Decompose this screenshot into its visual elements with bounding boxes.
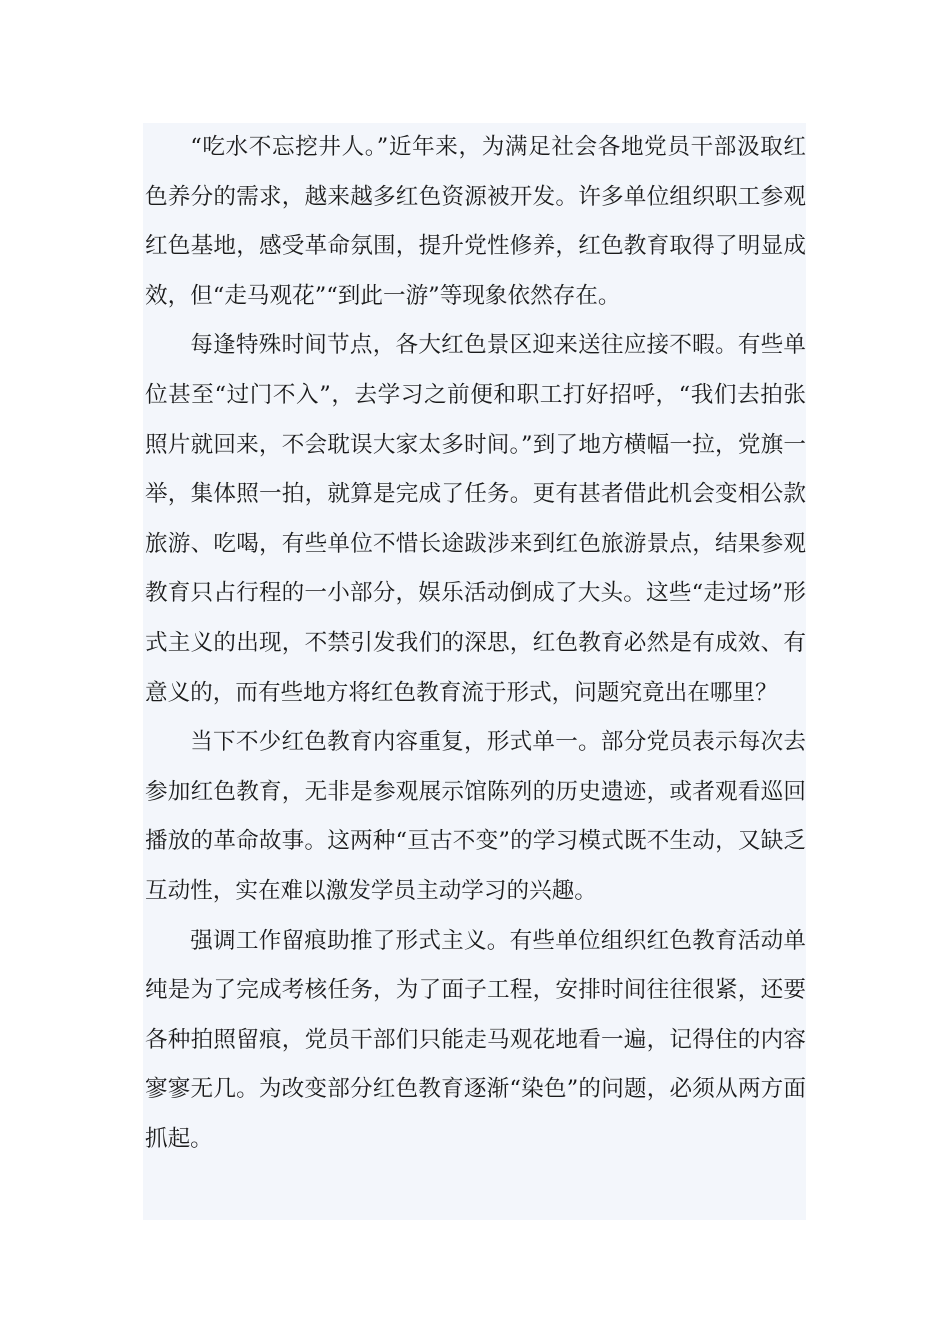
paragraph-4: 强调工作留痕助推了形式主义。有些单位组织红色教育活动单纯是为了完成考核任务，为了面子工程，安排时间往往很紧，还要各种拍照留痕，党员干部们只能走马观花地看一遍，记得住的内容寥寥无几。为改变部分红色教育逐渐“染色”的问题，必须从两方面抓起。 — [145, 927, 806, 1152]
article-body — [143, 123, 806, 1220]
paragraph-2: 每逢特殊时间节点，各大红色景区迎来送往应接不暇。有些单位甚至“过门不入”，去学习之前便和职工打好招呼，“我们去拍张照片就回来，不会耽误大家太多时间。”到了地方横幅一拉，党旗一举，集体照一拍，就算是完成了任务。更有甚者借此机会变相公款旅游、吃喝，有些单位不惜长途跋涉来到红色旅游景点，结果参观教育只占行程的一小部分，娱乐活动倒成了大头。这些“走过场”形式主义的出现，不禁引发我们的深思，红色教育必然是有成效、有意义的，而有些地方将红色教育流于形式，问题究竟出在哪里？ — [145, 332, 806, 706]
paragraph-3: 当下不少红色教育内容重复，形式单一。部分党员表示每次去参加红色教育，无非是参观展示馆陈列的历史遗迹，或者观看巡回播放的革命故事。这两种“亘古不变”的学习模式既不生动，又缺乏互动性，实在难以激发学员主动学习的兴趣。 — [145, 729, 806, 904]
paragraph-1: “吃水不忘挖井人。”近年来，为满足社会各地党员干部汲取红色养分的需求，越来越多红色资源被开发。许多单位组织职工参观红色基地，感受革命氛围，提升党性修养，红色教育取得了明显成效，但“走马观花”“到此一游”等现象依然存在。 — [145, 134, 806, 309]
